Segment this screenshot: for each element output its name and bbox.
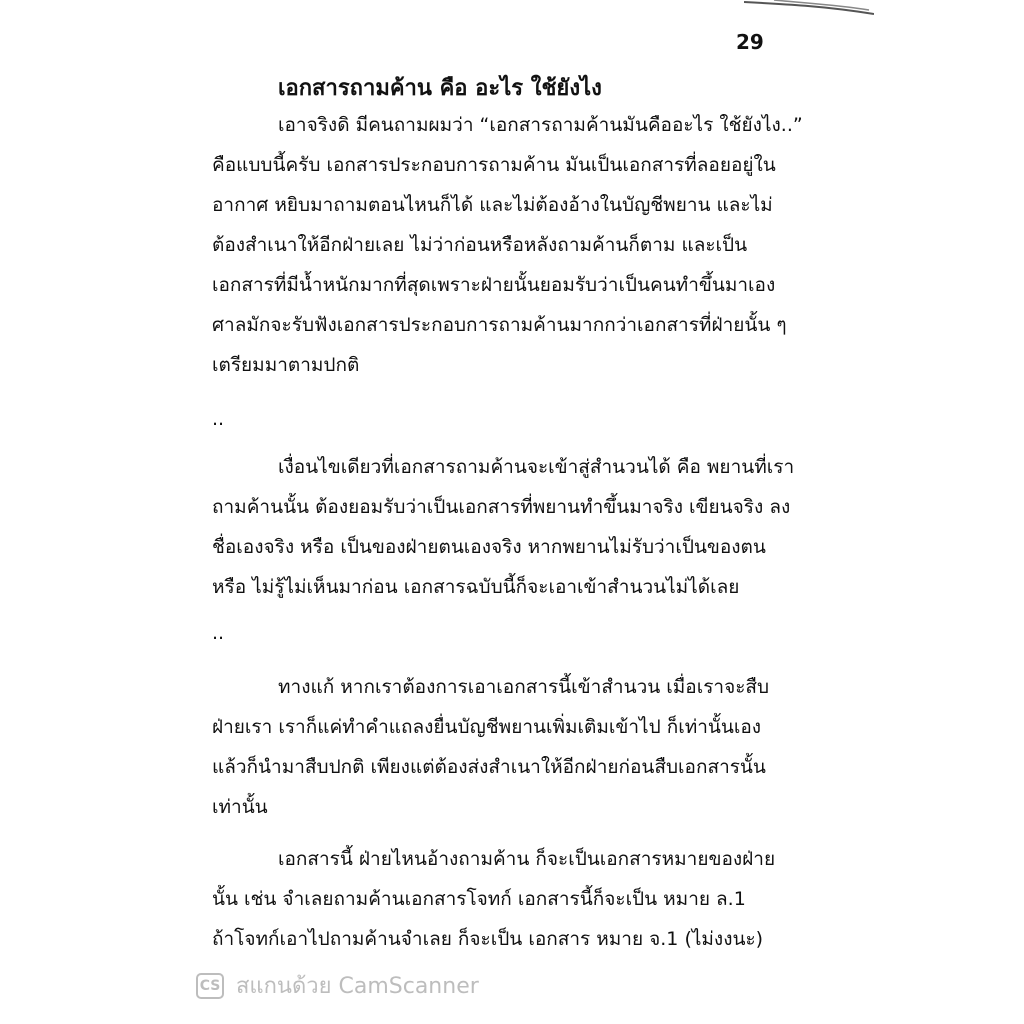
text-line: เงื่อนไขเดียวที่เอกสารถามค้านจะเข้าสู่สำนวนได้ คือ พยานที่เรา: [278, 456, 795, 478]
page-title: เอกสารถามค้าน คือ อะไร ใช้ยังไง: [278, 76, 602, 101]
text-line: หรือ ไม่รู้ไม่เห็นมาก่อน เอกสารฉบับนี้ก็จะเอาเข้าสำนวนไม่ได้เลย: [212, 576, 740, 598]
text-line: นั้น เช่น จำเลยถามค้านเอกสารโจทก์ เอกสารนี้ก็จะเป็น หมาย ล.1: [212, 888, 746, 910]
text-line: เอาจริงดิ มีคนถามผมว่า “เอกสารถามค้านมันคืออะไร ใช้ยังไง..”: [278, 114, 803, 136]
text-line: แล้วก็นำมาสืบปกติ เพียงแต่ต้องส่งสำเนาให้อีกฝ่ายก่อนสืบเอกสารนั้น: [212, 756, 766, 778]
text-line: ศาลมักจะรับฟังเอกสารประกอบการถามค้านมากกว่าเอกสารที่ฝ่ายนั้น ๆ: [212, 314, 787, 336]
camscanner-watermark: [196, 968, 479, 1003]
page-number: 29: [736, 30, 764, 54]
text-line: คือแบบนี้ครับ เอกสารประกอบการถามค้าน มันเป็นเอกสารที่ลอยอยู่ใน: [212, 154, 776, 176]
separator-dots: ..: [212, 408, 225, 430]
text-line: เท่านั้น: [212, 796, 268, 818]
text-line: ทางแก้ หากเราต้องการเอาเอกสารนี้เข้าสำนวน เมื่อเราจะสืบ: [278, 676, 770, 698]
text-line: ฝ่ายเรา เราก็แค่ทำคำแถลงยื่นบัญชีพยานเพิ่มเติมเข้าไป ก็เท่านั้นเอง: [212, 716, 762, 738]
watermark-text: สแกนด้วย CamScanner: [236, 974, 479, 999]
text-line: เอกสารนี้ ฝ่ายไหนอ้างถามค้าน ก็จะเป็นเอกสารหมายของฝ่าย: [278, 848, 776, 870]
text-line: เตรียมมาตามปกติ: [212, 354, 360, 376]
separator-dots: ..: [212, 622, 225, 644]
scan-edge-mark: [744, 0, 874, 16]
text-line: ถามค้านนั้น ต้องยอมรับว่าเป็นเอกสารที่พยานทำขึ้นมาจริง เขียนจริง ลง: [212, 496, 791, 518]
text-line: ต้องสำเนาให้อีกฝ่ายเลย ไม่ว่าก่อนหรือหลังถามค้านก็ตาม และเป็น: [212, 234, 748, 256]
text-line: ชื่อเองจริง หรือ เป็นของฝ่ายตนเองจริง หากพยานไม่รับว่าเป็นของตน: [212, 536, 766, 558]
text-line: อากาศ หยิบมาถามตอนไหนก็ได้ และไม่ต้องอ้างในบัญชีพยาน และไม่: [212, 194, 773, 216]
text-line: เอกสารที่มีน้ำหนักมากที่สุดเพราะฝ่ายนั้นยอมรับว่าเป็นคนทำขึ้นมาเอง: [212, 274, 776, 296]
text-line: ถ้าโจทก์เอาไปถามค้านจำเลย ก็จะเป็น เอกสาร หมาย จ.1 (ไม่งงนะ): [212, 928, 764, 950]
camscanner-logo-icon: CS: [196, 973, 224, 999]
